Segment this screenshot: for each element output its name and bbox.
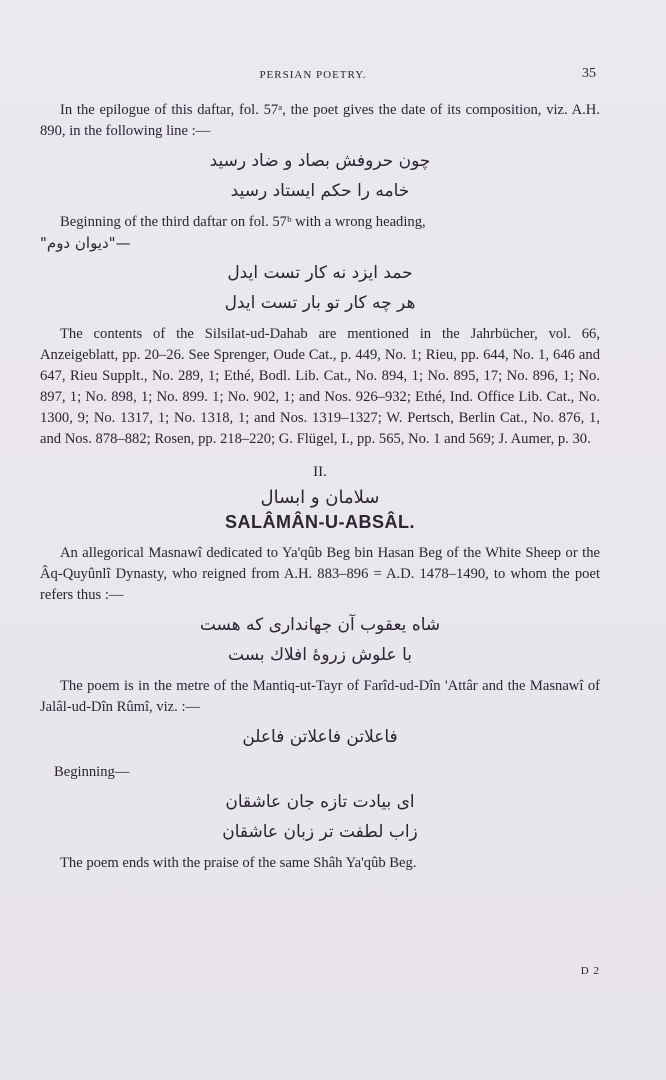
verse-metre: [40, 722, 600, 752]
section-title: SALÂMÂN-U-ABSÂL.: [225, 512, 415, 532]
paragraph-metre: The poem is in the metre of the Mantiq-ut-Tayr of Farîd-ud-Dîn 'Attâr and the Masnawî of Jalâl-ud-Dîn Rûmî, viz. :—: [40, 678, 600, 715]
verse-line: زاب لطفت تر زبان عاشقان: [222, 822, 418, 842]
verse-third-daftar: [40, 258, 600, 318]
wrong-heading: "دیوان دوم"—: [40, 234, 131, 252]
verse-dedication: [40, 610, 600, 670]
page-body: [40, 100, 600, 874]
verse-epilogue: [40, 146, 600, 206]
verse-line: با علوش زروهٔ افلاك بست: [228, 645, 412, 665]
beginning-label: Beginning—: [54, 764, 130, 780]
paragraph-ending: The poem ends with the praise of the same Shâh Ya'qûb Beg.: [60, 855, 417, 871]
running-title: PERSIAN POETRY.: [259, 69, 367, 81]
verse-line: فاعلاتن فاعلاتن فاعلن: [242, 727, 398, 747]
page-header: [40, 66, 596, 88]
verse-line: حمد ایزد نه کار تست ایدل: [227, 263, 413, 283]
paragraph-epilogue: In the epilogue of this daftar, fol. 57ᵃ, the poet gives the date of its composition, viz. A.H. 890, in the following line :—: [40, 102, 600, 139]
paragraph-third-daftar: Beginning of the third daftar on fol. 57ᵇ with a wrong heading,: [60, 214, 426, 230]
paragraph-allegorical: An allegorical Masnawî dedicated to Ya'qûb Beg bin Hasan Beg of the White Sheep or the Âq-Quyûnlî Dynasty, who reigned from A.H. 883–896 = A.D. 1478–1490, to whom the poet refers thus :—: [40, 545, 600, 603]
paragraph-contents: The contents of the Silsilat-ud-Dahab are mentioned in the Jahrbücher, vol. 66, Anzeigeblatt, pp. 20–26. See Sprenger, Oude Cat., p. 449, No. 1; Rieu, pp. 644, No. 1, 646 and 647, Rieu Supplt., No. 289, 1; Ethé, Bodl. Lib. Cat., No. 894, 1; No. 895, 17; No. 896, 1; No. 897, 1; No. 898, 1; No. 899. 1; No. 902, 1; and Nos. 926–932; Ethé, Ind. Office Lib. Cat., No. 1300, 9; No. 1317, 1; No. 1318, 1; and Nos. 1319–1327; W. Pertsch, Berlin Cat., No. 876, 1, and Nos. 878–882; Rosen, pp. 218–220; G. Flügel, I., pp. 565, No. 1 and 569; J. Aumer, p. 30.: [40, 326, 600, 447]
page-number: 35: [582, 66, 596, 81]
section-number: II.: [313, 464, 327, 480]
signature-mark: D 2: [580, 965, 600, 977]
verse-line: خامه را حکم ایستاد رسید: [230, 181, 410, 201]
verse-line: ای بیادت تازه جان عاشقان: [225, 792, 415, 812]
verse-line: شاه یعقوب آن جهانداری که هست: [199, 615, 441, 635]
section-title-persian: سلامان و ابسال: [260, 487, 380, 508]
verse-line: چون حروفش بصاد و ضاد رسید: [209, 151, 431, 171]
verse-beginning: [40, 787, 600, 847]
verse-line: هر چه کار تو بار تست ایدل: [224, 293, 416, 313]
